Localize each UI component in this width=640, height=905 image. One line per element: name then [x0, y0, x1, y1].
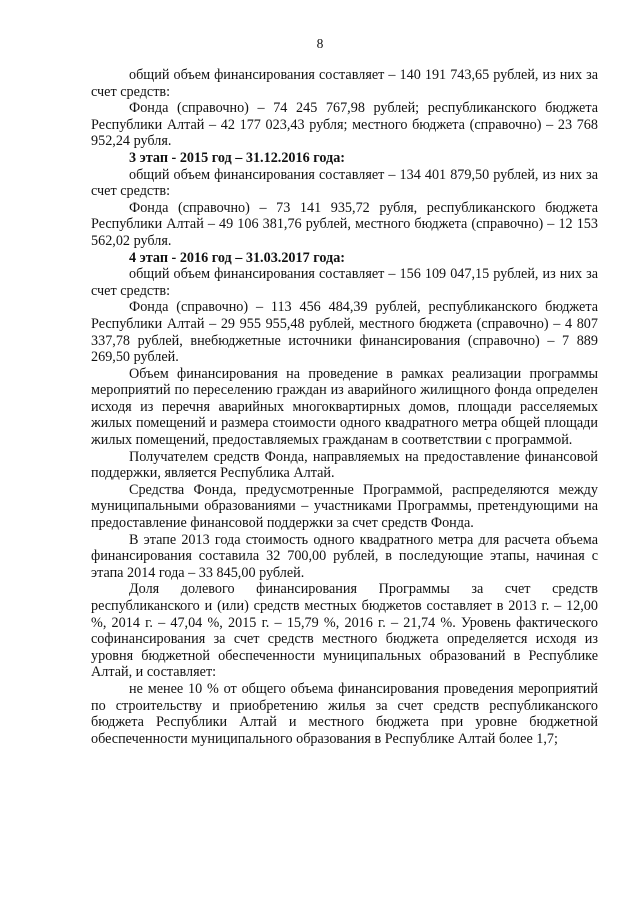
paragraph: Фонда (справочно) – 73 141 935,72 рубля, республиканского бюджета Республики Алтай – 49 106 381,76 рублей, местного бюджета (справочно) – 12 153 562,02 рубля. — [91, 199, 598, 249]
paragraph: Фонда (справочно) – 74 245 767,98 рублей; республиканского бюджета Республики Алтай – 42 177 023,43 рубля; местного бюджета (справочно) – 23 768 952,24 рубля. — [91, 100, 598, 150]
paragraph: Объем финансирования на проведение в рамках реализации программы мероприятий по переселению граждан из аварийного жилищного фонда определен исходя из перечня аварийных многоквартирных домов, площади расселяемых жилых помещений и размера стоимости одного квадратного метра общей площади жилых помещений, предоставляемых гражданам в соответствии с программой. — [91, 365, 598, 449]
paragraph: Получателем средств Фонда, направляемых на предоставление финансовой поддержки, является Республика Алтай. — [91, 448, 598, 482]
page-number: 8 — [316, 36, 324, 51]
stage-heading: 4 этап - 2016 год – 31.03.2017 года: — [129, 249, 346, 266]
paragraph: Средства Фонда, предусмотренные Программой, распределяются между муниципальными образованиями – участниками Программы, претендующими на предоставление финансовой поддержки за счет средств Фонда. — [91, 481, 598, 532]
paragraph: Фонда (справочно) – 113 456 484,39 рублей, республиканского бюджета Республики Алтай – 29 955 955,48 рублей, местного бюджета (справочно) – 4 807 337,78 рублей, внебюджетные источники финансирования (справочно) – 7 889 269,50 рублей. — [91, 299, 598, 366]
paragraph: общий объем финансирования составляет – 156 109 047,15 рублей, из них за счет средств: — [91, 266, 598, 299]
paragraph: В этапе 2013 года стоимость одного квадратного метра для расчета объема финансирования составила 32 700,00 рублей, в последующие этапы, начиная с этапа 2014 года – 33 845,00 рублей. — [91, 531, 598, 581]
stage-heading: 3 этап - 2015 год – 31.12.2016 года: — [129, 149, 346, 166]
paragraph: общий объем финансирования составляет – 140 191 743,65 рублей, из них за счет средств: — [91, 67, 598, 100]
paragraph: не менее 10 % от общего объема финансирования проведения мероприятий по строительству и приобретению жилья за счет средств республиканского бюджета Республики Алтай и местного бюджета при уровне бюджетной обеспеченности муниципального образования в Республике Алтай более 1,7; — [91, 680, 598, 747]
paragraph: общий объем финансирования составляет – 134 401 879,50 рублей, из них за счет средств: — [91, 166, 598, 200]
document-body — [91, 67, 598, 747]
paragraph: Доля долевого финансирования Программы за счет средств республиканского и (или) средств местных бюджетов составляет в 2013 г. – 12,00 %, 2014 г. – 47,04 %, 2015 г. – 15,79 %, 2016 г. – 21,74 %. Уровень фактического софинансирования за счет средств местного бюджета определяется исходя из уровня бюджетной обеспеченности муниципальных образований в Республике Алтай, и составляет: — [91, 581, 598, 681]
